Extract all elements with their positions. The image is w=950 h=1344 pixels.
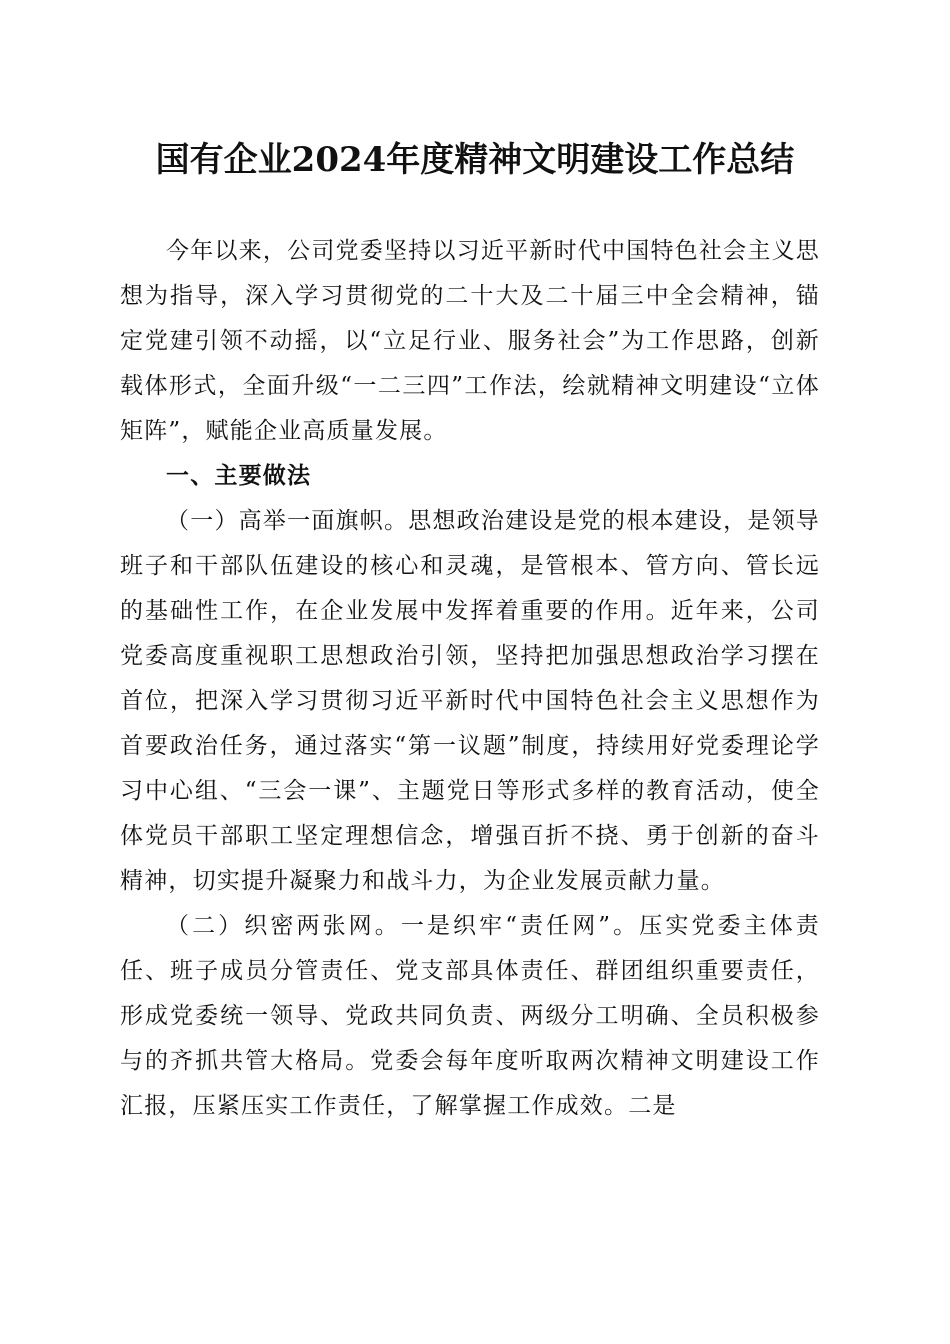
- item-1-text: 思想政治建设是党的根本建设，是领导班子和干部队伍建设的核心和灵魂，是管根本、管方向、管长远的基础性工作，在企业发展中发挥着重要的作用。近年来，公司党委高度重视职工思想政治引领，坚持把加强思想政治学习摆在首位，把深入学习贯彻习近平新时代中国特色社会主义思想作为首要政治任务，通过落实“第一议题”制度，持续用好党委理论学习中心组、“三会一课”、主题党日等形式多样的教育活动，使全体党员干部职工坚定理想信念，增强百折不挠、勇于创新的奋斗精神，切实提升凝聚力和战斗力，为企业发展贡献力量。: [120, 508, 820, 894]
- item-2-paragraph: [120, 904, 820, 1129]
- document-title: 国有企业2024年度精神文明建设工作总结: [155, 140, 795, 180]
- intro-paragraph: 今年以来，公司党委坚持以习近平新时代中国特色社会主义思想为指导，深入学习贯彻党的二十大及二十届三中全会精神，锚定党建引领不动摇，以“立足行业、服务社会”为工作思路，创新载体形式，全面升级“一二三四”工作法，绘就精神文明建设“立体矩阵”，赋能企业高质量发展。: [120, 238, 820, 444]
- item-2-lead: （二）织密两张网。: [166, 913, 401, 939]
- section-heading-main-practices: 一、主要做法: [166, 463, 312, 489]
- document-body: [120, 229, 820, 1129]
- item-2-text: 一是织牢“责任网”。压实党委主体责任、班子成员分管责任、党支部具体责任、群团组织重要责任，形成党委统一领导、党政共同负责、两级分工明确、全员积极参与的齐抓共管大格局。党委会每年度听取两次精神文明建设工作汇报，压紧压实工作责任，了解掌握工作成效。二是: [120, 913, 820, 1119]
- item-1-paragraph: [120, 499, 820, 904]
- item-1-lead: （一）高举一面旗帜。: [166, 508, 409, 534]
